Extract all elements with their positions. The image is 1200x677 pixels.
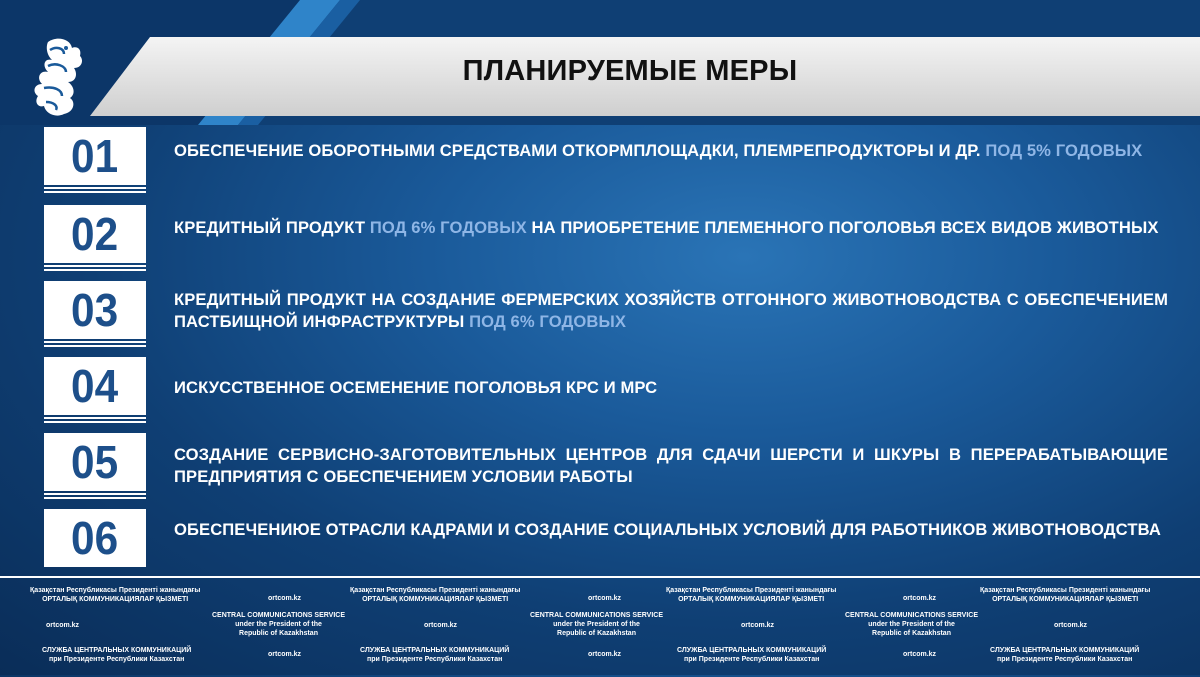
footer-en-label: CENTRAL COMMUNICATIONS SERVICE under the President of the Republic of Kazakhstan [530, 612, 664, 637]
item-number-box [44, 357, 146, 415]
footer-ru-label: СЛУЖБА ЦЕНТРАЛЬНЫХ КОММУНИКАЦИЙ при Президенте Республики Казахстан [990, 647, 1140, 663]
stripe-divider [44, 493, 146, 501]
footer-kz-label: Қазақстан Республикасы Президенті жанындағы ОРТАЛЫҚ КОММУНИКАЦИЯЛАР ҚЫЗМЕТІ [30, 587, 201, 603]
rate-highlight: ПОД 6% ГОДОВЫХ [469, 312, 627, 331]
item-number: 02 [71, 208, 119, 260]
rate-highlight: ПОД 5% ГОДОВЫХ [985, 141, 1143, 160]
item-text: СОЗДАНИЕ СЕРВИСНО-ЗАГОТОВИТЕЛЬНЫХ ЦЕНТРОВ ДЛЯ СДАЧИ ШЕРСТИ И ШКУРЫ В ПЕРЕРАБАТЫВАЮЩИЕ ПРЕДПРИЯТИЯ С ОБЕСПЕЧЕНИЕМ УСЛОВИИ РАБОТЫ [174, 445, 1168, 486]
footer-site: ortcom.kz [268, 651, 302, 658]
stripe-divider [44, 187, 146, 195]
footer-kz-label: Қазақстан Республикасы Президенті жанындағы ОРТАЛЫҚ КОММУНИКАЦИЯЛАР ҚЫЗМЕТІ [666, 587, 837, 603]
rate-highlight: ПОД 6% ГОДОВЫХ [369, 218, 527, 237]
footer-site: ortcom.kz [903, 595, 937, 602]
page-title: ПЛАНИРУЕМЫЕ МЕРЫ [462, 55, 798, 87]
item-text: КРЕДИТНЫЙ ПРОДУКТ НА СОЗДАНИЕ ФЕРМЕРСКИХ ХОЗЯЙСТВ ОТГОННОГО ЖИВОТНОВОДСТВА С ОБЕСПЕЧЕНИЕМ ПАСТБИЩНОЙ ИНФРАСТРУКТУРЫ ПОД 6% ГОДОВЫХ [174, 290, 1168, 331]
footer-site: ortcom.kz [46, 622, 80, 629]
footer-site: ortcom.kz [588, 651, 622, 658]
snow-leopard-emblem-icon [26, 36, 90, 120]
footer-en-label: CENTRAL COMMUNICATIONS SERVICE under the President of the Republic of Kazakhstan [212, 612, 346, 637]
item-number: 06 [71, 512, 119, 564]
item-number-box [44, 205, 146, 263]
item-text: ИСКУССТВЕННОЕ ОСЕМЕНЕНИЕ ПОГОЛОВЬЯ КРС И МРС [174, 378, 658, 397]
footer-site: ortcom.kz [903, 651, 937, 658]
footer-site: ortcom.kz [1054, 622, 1088, 629]
footer-ru-label: СЛУЖБА ЦЕНТРАЛЬНЫХ КОММУНИКАЦИЙ при Президенте Республики Казахстан [677, 647, 827, 663]
item-number: 03 [71, 284, 119, 336]
item-number-box [44, 281, 146, 339]
item-text: ОБЕСПЕЧЕНИЮЕ ОТРАСЛИ КАДРАМИ И СОЗДАНИЕ СОЦИАЛЬНЫХ УСЛОВИЙ ДЛЯ РАБОТНИКОВ ЖИВОТНОВОДСТВА [174, 520, 1161, 539]
footer-ru-label: СЛУЖБА ЦЕНТРАЛЬНЫХ КОММУНИКАЦИЙ при Президенте Республики Казахстан [42, 647, 192, 663]
item-text: ОБЕСПЕЧЕНИЕ ОБОРОТНЫМИ СРЕДСТВАМИ ОТКОРМПЛОЩАДКИ, ПЛЕМРЕПРОДУКТОРЫ И ДР. ПОД 5% ГОДОВЫХ [174, 141, 1143, 160]
footer-site: ortcom.kz [424, 622, 458, 629]
footer-ru-label: СЛУЖБА ЦЕНТРАЛЬНЫХ КОММУНИКАЦИЙ при Президенте Республики Казахстан [360, 647, 510, 663]
footer-kz-label: Қазақстан Республикасы Президенті жанындағы ОРТАЛЫҚ КОММУНИКАЦИЯЛАР ҚЫЗМЕТІ [980, 587, 1151, 603]
item-number-box [44, 509, 146, 567]
footer-kz-label: Қазақстан Республикасы Президенті жанындағы ОРТАЛЫҚ КОММУНИКАЦИЯЛАР ҚЫЗМЕТІ [350, 587, 521, 603]
item-number-box [44, 127, 146, 185]
stripe-divider [44, 341, 146, 349]
footer-watermark [0, 576, 1200, 677]
footer-en-label: CENTRAL COMMUNICATIONS SERVICE under the President of the Republic of Kazakhstan [845, 612, 979, 637]
item-number: 05 [71, 436, 119, 488]
stripe-divider [44, 417, 146, 425]
footer-site: ortcom.kz [268, 595, 302, 602]
stripe-divider [44, 265, 146, 273]
item-text: КРЕДИТНЫЙ ПРОДУКТ ПОД 6% ГОДОВЫХ НА ПРИОБРЕТЕНИЕ ПЛЕМЕННОГО ПОГОЛОВЬЯ ВСЕХ ВИДОВ ЖИВОТНЫХ [174, 218, 1159, 237]
item-number-box [44, 433, 146, 491]
item-number: 01 [71, 130, 119, 182]
footer-site: ortcom.kz [588, 595, 622, 602]
footer-site: ortcom.kz [741, 622, 775, 629]
item-number: 04 [71, 360, 119, 412]
